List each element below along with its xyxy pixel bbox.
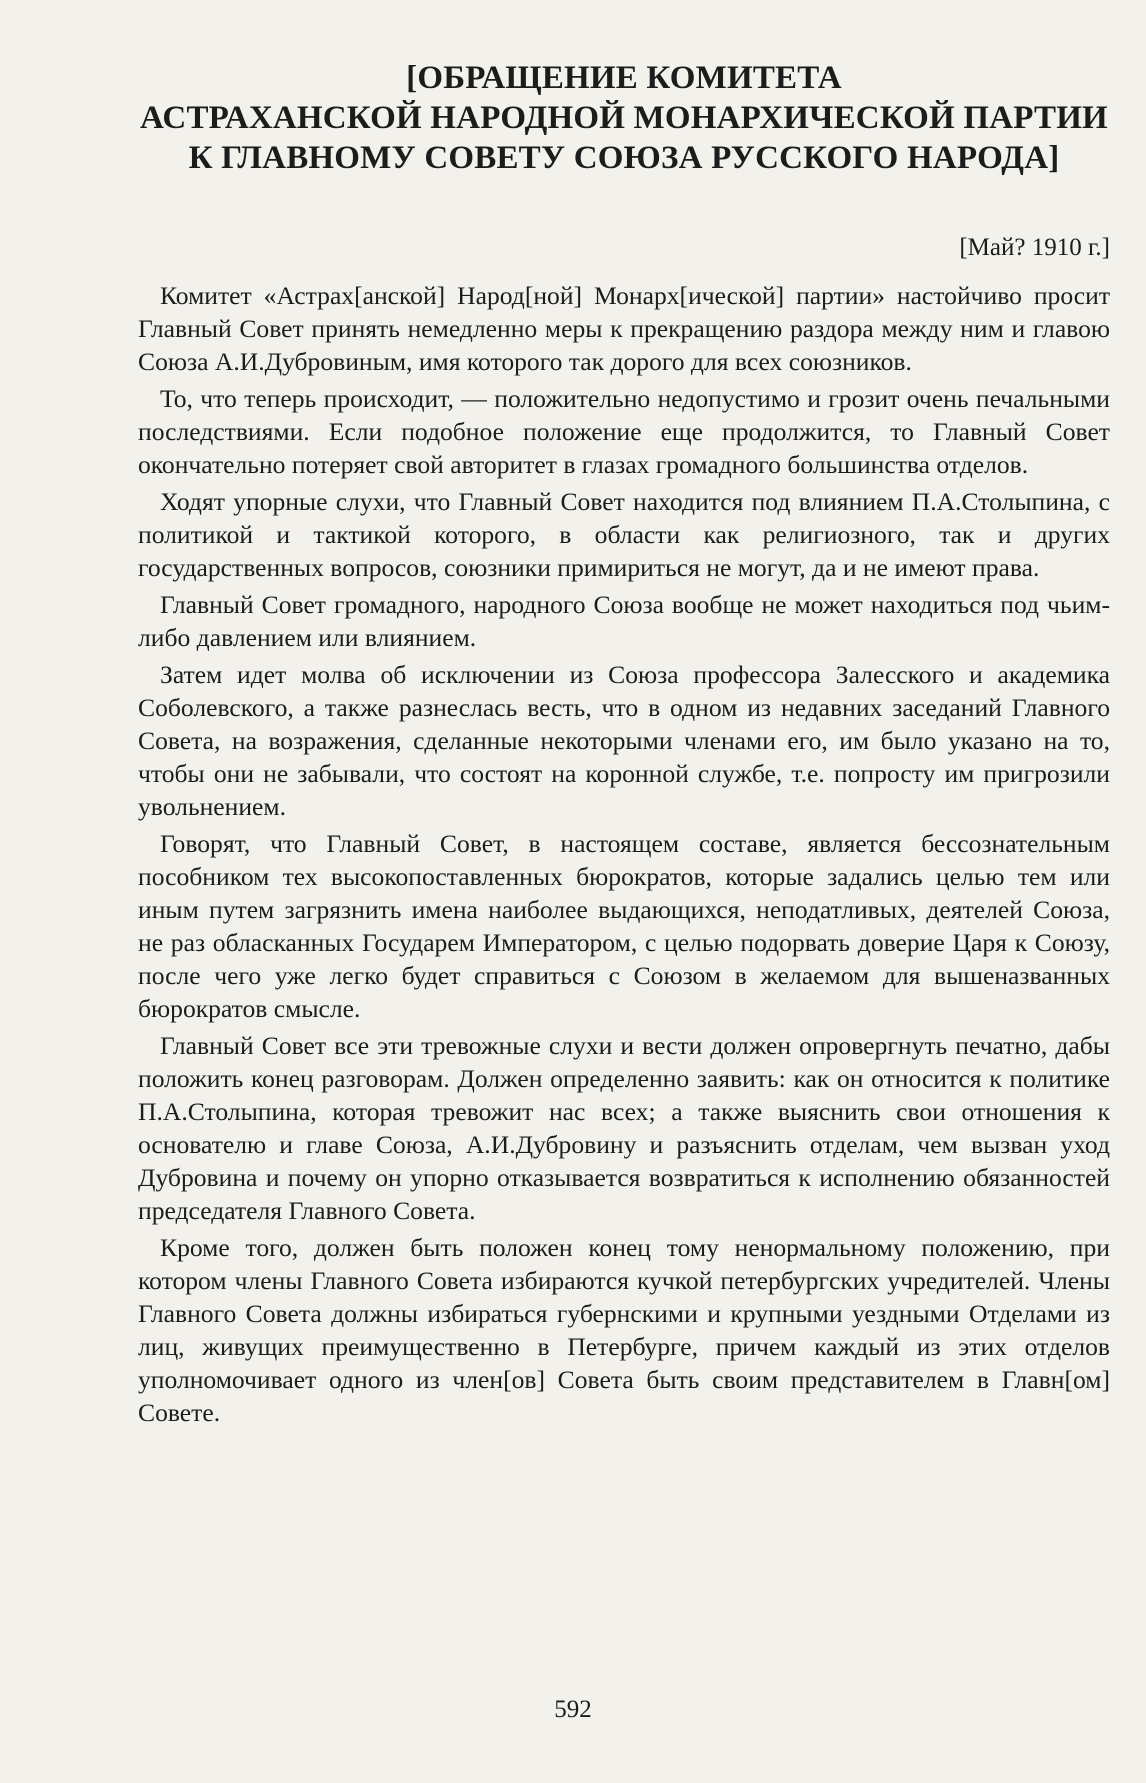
document-body [138, 279, 1110, 1429]
document-date: [Май? 1910 г.] [959, 234, 1110, 261]
paragraph-8: Кроме того, должен быть положен конец тому ненормальному положению, при котором члены Главного Совета избираются кучкой петербургских учредителей. Члены Главного Совета должны избираться губернскими и крупными уездными Отделами из лиц, живущих преимущественно в Петербурге, причем каждый из этих отделов уполномочивает одного из член[ов] Совета быть своим представителем в Главн[ом] Совете. [138, 1233, 1110, 1427]
title-line-3: К ГЛАВНОМУ СОВЕТУ СОЮЗА РУССКОГО НАРОДА] [188, 140, 1060, 176]
paragraph-7: Главный Совет все эти тревожные слухи и вести должен опровергнуть печатно, дабы положить конец разговорам. Должен определенно заявить: как он относится к политике П.А.Столыпина, которая тревожит нас всех; а также выяснить свои отношения к основателю и главе Союза, А.И.Дубровину и разъяснить отделам, чем вызван уход Дубровина и почему он упорно отказывается возвратиться к исполнению обязанностей председателя Главного Совета. [138, 1031, 1110, 1225]
title-line-1: [ОБРАЩЕНИЕ КОМИТЕТА [406, 60, 842, 96]
page-number: 592 [554, 1696, 592, 1723]
document-title [138, 58, 1110, 178]
paragraph-2: То, что теперь происходит, — положительно недопустимо и грозит очень печальными последствиями. Если подобное положение еще продолжится, то Главный Совет окончательно потеряет свой авторитет в глазах громадного большинства отделов. [138, 384, 1110, 479]
paragraph-4: Главный Совет громадного, народного Союза вообще не может находиться под чьим-либо давлением или влиянием. [138, 590, 1110, 652]
paragraph-1: Комитет «Астрах[анской] Народ[ной] Монарх[ической] партии» настойчиво просит Главный Совет принять немедленно меры к прекращению раздора между ним и главою Союза А.И.Дубровиным, имя которого так дорого для всех союзников. [138, 281, 1110, 376]
paragraph-6: Говорят, что Главный Совет, в настоящем составе, является бессознательным пособником тех высокопоставленных бюрократов, которые задались целью тем или иным путем загрязнить имена наиболее выдающихся, неподатливых, деятелей Союза, не раз обласканных Государем Императором, с целью подорвать доверие Царя к Союзу, после чего уже легко будет справиться с Союзом в желаемом для вышеназванных бюрократов смысле. [138, 829, 1110, 1023]
title-line-2: АСТРАХАНСКОЙ НАРОДНОЙ МОНАРХИЧЕСКОЙ ПАРТИИ [140, 100, 1108, 136]
paragraph-3: Ходят упорные слухи, что Главный Совет находится под влиянием П.А.Столыпина, с политикой и тактикой которого, в области как религиозного, так и других государственных вопросов, союзники примириться не могут, да и не имеют права. [138, 487, 1110, 582]
document-page [138, 58, 1110, 1433]
paragraph-5: Затем идет молва об исключении из Союза профессора Залесского и академика Соболевского, а также разнеслась весть, что в одном из недавних заседаний Главного Совета, на возражения, сделанные некоторыми членами его, им было указано на то, чтобы они не забывали, что состоят на коронной службе, т.е. попросту им пригрозили увольнением. [138, 660, 1110, 821]
